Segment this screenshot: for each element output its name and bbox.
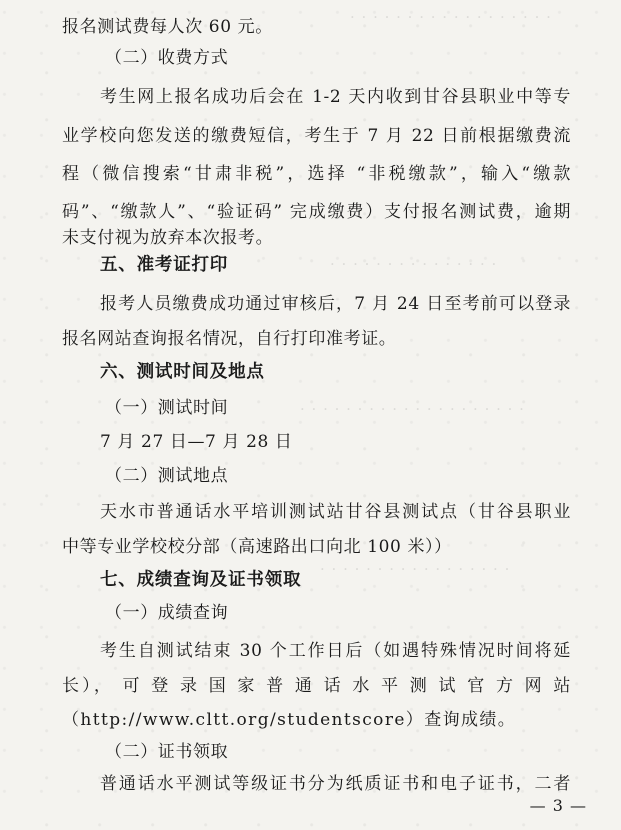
text-line: 报名网站查询报名情况，自行打印准考证。 — [62, 329, 397, 349]
bleed-through: · · · · · · · · · · · · · · · · · · · · — [300, 400, 525, 418]
subheading-test-time: （一）测试时间 — [105, 398, 229, 418]
subheading-score-query: （一）成绩查询 — [105, 603, 229, 623]
section-heading-7: 七、成绩查询及证书领取 — [100, 570, 302, 590]
text-line: 考生自测试结束 30 个工作日后（如遇特殊情况时间将延 — [100, 641, 571, 661]
text-line: 中等专业学校校分部（高速路出口向北 100 米）） — [62, 537, 452, 557]
bleed-through: · · · · · · · · · · · · · · · — [330, 255, 498, 273]
text-line: 码”、“缴款人”、“验证码” 完成缴费）支付报名测试费，逾期 — [62, 202, 571, 222]
text-line: 报考人员缴费成功通过审核后，7 月 24 日至考前可以登录 — [100, 294, 571, 314]
text-line: 普通话水平测试等级证书分为纸质证书和电子证书，二者 — [100, 774, 571, 794]
text-line: 考生网上报名成功后会在 1-2 天内收到甘谷县职业中等专 — [100, 87, 571, 107]
subheading-payment-method: （二）收费方式 — [105, 48, 229, 68]
subheading-test-location: （二）测试地点 — [105, 466, 229, 486]
text-line: 长）， 可 登 录 国 家 普 通 话 水 平 测 试 官 方 网 站 — [62, 676, 571, 696]
test-dates: 7 月 27 日—7 月 28 日 — [100, 432, 293, 452]
section-heading-5: 五、准考证打印 — [100, 255, 229, 275]
page-number: — 3 — — [529, 796, 587, 815]
section-heading-6: 六、测试时间及地点 — [100, 362, 265, 382]
text-line: 未支付视为放弃本次报考。 — [62, 228, 274, 248]
text-line: （http://www.cltt.org/studentscore）查询成绩。 — [62, 710, 517, 730]
text-line: 报名测试费每人次 60 元。 — [62, 17, 273, 37]
text-line: 业学校向您发送的缴费短信，考生于 7 月 22 日前根据缴费流 — [62, 126, 571, 146]
bleed-through: · · · · · · · · · · · · · · · · · · — [350, 8, 552, 26]
text-line: 程（微信搜索“甘肃非税”，选择 “非税缴款”，输入“缴款 — [62, 164, 571, 184]
text-line: 天水市普通话水平培训测试站甘谷县测试点（甘谷县职业 — [100, 502, 571, 522]
subheading-certificate: （二）证书领取 — [105, 742, 229, 762]
bleed-through: · · · · · · · · · · · · · · · · · — [320, 560, 511, 578]
